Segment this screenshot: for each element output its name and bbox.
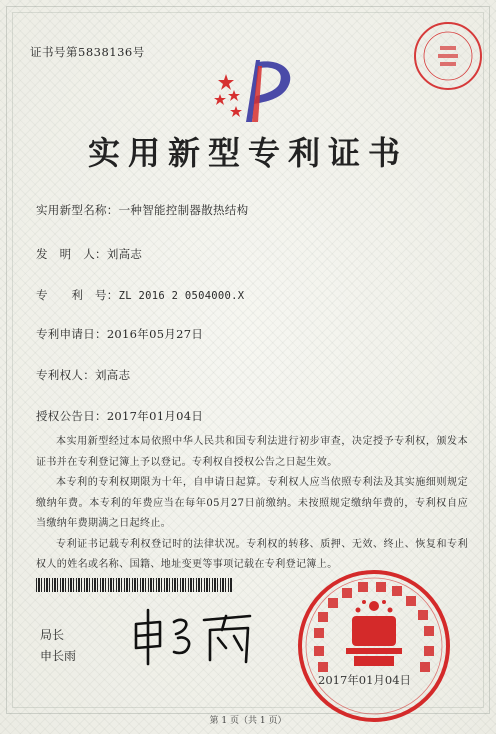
director-signature [130,604,260,666]
utility-model-name-value: 一种智能控制器散热结构 [118,203,249,217]
patent-number-label: 专 利 号： [36,288,119,302]
barcode [36,578,232,592]
page-footer: 第 1 页（共 1 页） [209,716,287,726]
patentee-value: 刘高志 [95,368,131,382]
director-label: 局长 [40,628,65,642]
director-name-label: 申长雨 [40,649,77,663]
body-paragraph: 本专利的专利权期限为十年，自申请日起算。专利权人应当依照专利法及其实施细则规定缴纳年费。本专利的年费应当在每年05月27日前缴纳。未按照规定缴纳年费的，专利权自应当缴纳年费期满之日起终止。 [36,477,468,529]
body-paragraph: 专利证书记载专利权登记时的法律状况。专利权的转移、质押、无效、终止、恢复和专利权人的姓名或名称、国籍、地址变更等事项记载在专利登记簿上。 [36,538,468,570]
announcement-date-value: 2017年01月04日 [106,409,204,423]
inventor-row [36,246,142,262]
announcement-date-label: 授权公告日： [36,409,107,423]
patentee-label: 专利权人： [36,368,95,382]
sipo-emblem-icon [212,56,302,126]
certificate-title: 实用新型专利证书 [87,134,408,172]
filing-date-value: 2016年05月27日 [106,327,204,341]
filing-date-label: 专利申请日： [36,327,107,341]
certificate-body-text [36,432,468,576]
body-paragraph: 本实用新型经过本局依照中华人民共和国专利法进行初步审查，决定授予专利权，颁发本证书并在专利登记簿上予以登记。专利权自授权公告之日起生效。 [36,436,468,468]
official-seal-icon [296,568,452,724]
announcement-date-row [36,408,203,424]
certificate-number: 证书号第5838136号 [30,45,145,59]
patent-number-value: ZL 2016 2 0504000.X [118,290,245,302]
agent-stamp-icon [412,20,484,92]
utility-model-name-row [36,202,248,218]
patent-number-row [36,287,244,303]
utility-model-name-label: 实用新型名称： [36,203,119,217]
inventor-value: 刘高志 [106,247,143,261]
patentee-row [36,367,130,383]
seal-date: 2017年01月04日 [318,673,412,687]
inventor-label: 发 明 人： [36,247,107,261]
filing-date-row [36,326,203,342]
